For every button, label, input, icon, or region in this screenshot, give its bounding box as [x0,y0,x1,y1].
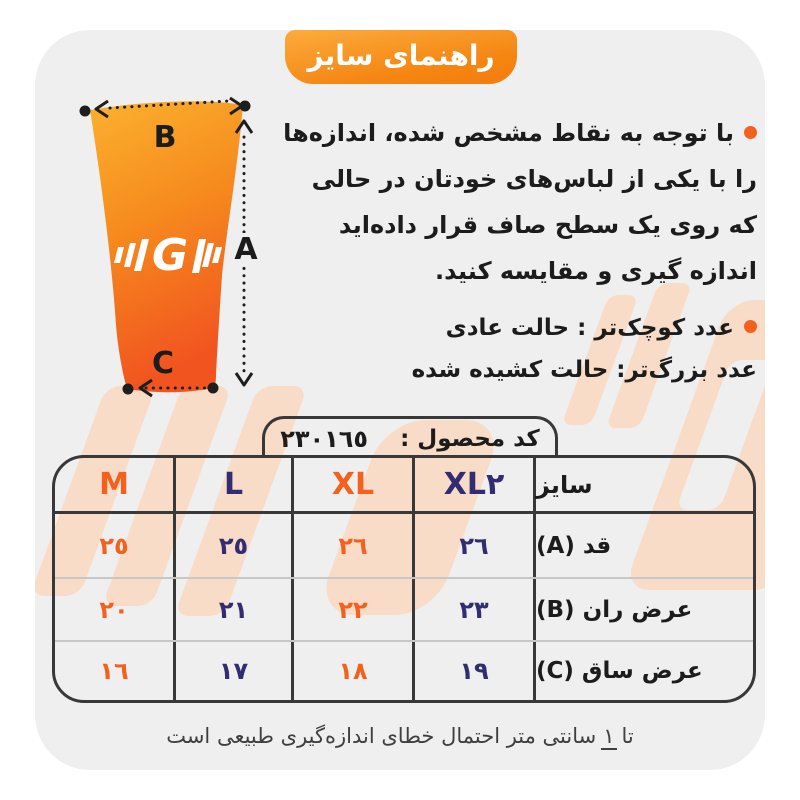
cell-c-m: ١٦ [99,657,129,685]
product-code-value: ٢٣٠١٦٥ [280,424,369,453]
cell-b-l: ٢١ [173,579,291,640]
table-row-height-a [55,514,753,577]
size-column-header: سایز [533,458,753,511]
size-l-label: L [223,467,244,502]
table-header-row [55,458,753,514]
instruction-line: اندازه گیری و مقایسه کنید. [435,257,757,285]
cell-b-xl2: ٢٣ [412,579,533,640]
garment-measurement-diagram [60,85,270,405]
corner-dot [240,101,251,112]
instruction-item-1 [283,110,757,294]
cell-c-xl2: ١٩ [412,642,533,700]
product-code-badge [262,416,558,458]
bullet-dot-icon [744,126,757,139]
cell-c-l: ١٧ [173,642,291,700]
corner-dot [123,384,134,395]
size-header-l [173,458,291,511]
size-guide-title-badge [285,30,517,84]
instruction-line: که روی یک سطح صاف قرار داده‌اید [338,211,757,239]
size-guide-title: راهنمای سایز [307,38,495,72]
size-m-label: M [99,467,129,502]
size-xl2-label: XL٢ [443,467,505,502]
product-code-label: کد محصول : [400,425,540,452]
size-xl-label: XL [331,467,375,502]
row-label-c: عرض ساق (C) [533,642,753,700]
size-guide-card [35,30,765,770]
cell-b-xl: ٢٢ [291,579,412,640]
logo-letter: G [151,230,189,281]
note-rest: سانتی متر احتمال خطای اندازه‌گیری طبیعی است [166,724,597,748]
label-c: C [151,346,175,381]
size-header-xl2 [412,458,533,511]
size-header-xl [291,458,412,511]
tolerance-note [35,724,765,748]
cell-a-m: ٢٥ [99,531,129,560]
label-b: B [153,120,177,155]
row-label-b: عرض ران (B) [533,579,753,640]
instruction-line [327,307,757,349]
cell-c-xl: ١٨ [291,642,412,700]
size-header-m [55,458,173,511]
instruction-text: با توجه به نقاط مشخص شده، اندازه‌ها [283,119,734,147]
corner-dot [80,106,91,117]
instruction-line [283,110,757,156]
cell-a-l: ٢٥ [173,514,291,577]
label-a: A [234,232,258,267]
bullet-dot-icon [744,320,757,333]
cell-b-m: ٢٠ [99,595,129,624]
size-table [52,455,756,703]
instruction-line: عدد بزرگ‌تر: حالت کشیده شده [411,357,757,383]
note-prefix: تا [621,724,634,748]
instruction-line: را با یکی از لباس‌های خودتان در حالی [311,165,757,193]
instruction-text: عدد کوچک‌تر : حالت عادی [445,315,734,341]
table-row-calf-c [55,640,753,700]
instruction-item-2 [327,307,757,391]
corner-dot [208,383,219,394]
table-row-thigh-b [55,577,753,640]
cell-a-xl: ٢٦ [291,514,412,577]
cell-a-xl2: ٢٦ [412,514,533,577]
note-number: ١ [603,724,615,748]
row-label-a: قد (A) [533,514,753,577]
